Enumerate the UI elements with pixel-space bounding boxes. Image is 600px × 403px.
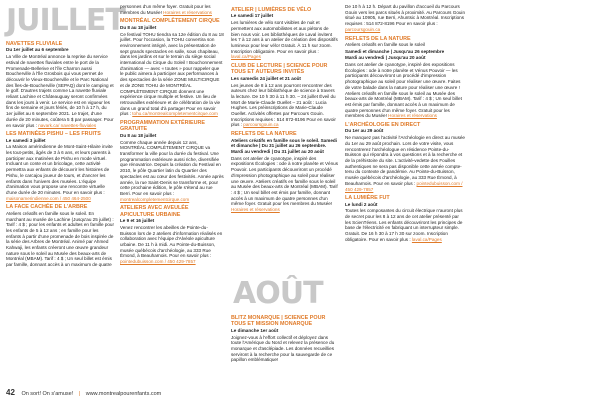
event-text: Ateliers créatifs en famille sous le soleil. En marchant au musée de Lachine (Jusqu'au 25 juillet) : Tarif : 4 $ ; pour les enfants et adultes en famille pour les enfants de 5 à 12 ans ; en famille pour les enfants à partir d'une promenade de bois inspirée de la série des Arbres de Montréal. Animé par Ahmed Kahwaji, les enfants créeront une œuvre grandeur nature sous le soleil au Musée des beaux-arts de Montréal (MBAM). Tarif : 4 $ ; Un seul billet est émis par famille, donnant accès à un maximum de quatre xyxy=(6,210,115,268)
event-link[interactable]: tohu.ca/montrealcompletementcirque.com xyxy=(132,111,218,117)
event xyxy=(120,120,224,202)
event-title: REFLETS DE LA NATURE xyxy=(231,131,297,138)
event-text: Dans cet atelier de cyanotype, inspiré des expositions Écologies : ode à notre planète et Vénus Pouvoir — les participants découvriront un procédé d'impression photographique au soleil pour réaliser une œuvre. Faites de votre balade dans la nature pour réaliser une œuvre ! Ateliers créatifs en famille sous le soleil au Musée des beaux-arts de Montréal (MBAM). Tarif : 4 $ ; Un seul billet est émis par famille, donnant accès à un maximum de quatre personnes d'un même foyer. Gratuit pour les membres du Musée! Horaires et réservations xyxy=(345,62,462,119)
event xyxy=(231,315,338,363)
page-number: 42 xyxy=(6,388,15,397)
column-1 xyxy=(6,38,114,269)
event-date: Le samedi 3 juillet xyxy=(6,137,46,143)
event-link[interactable]: parcoursgouin.ca xyxy=(345,26,381,32)
event-date: Du 8 au 18 juillet xyxy=(120,24,157,30)
page-footer xyxy=(6,388,161,397)
event-date: Samedi et dimanche | Jusqu'au 26 septembre xyxy=(345,48,445,54)
event-link[interactable]: laval.ca/Pages xyxy=(231,54,261,60)
event-title: ATELIER | LUMIÈRES DE VÉLO xyxy=(231,7,312,13)
event-link[interactable]: Horaires et réservations xyxy=(231,207,280,213)
event-text: De 10 h à 12 h. Départ du pavillon d'accueil du Parcours Gouin vers les parcs situés à proximité. Au Parcours Gouin situé au 10905, rue Berri, Ahuntsic à Montréal. Inscriptions requises : 514 872-8196 Pour en savoir plus : parcoursgouin.ca xyxy=(345,4,466,32)
event-date: Les samedis 24 juillet et 21 août xyxy=(231,75,301,81)
event-title: CLUB DE LECTURE | SCIENCE POUR TOUS ET AUTEURS INVITÉS xyxy=(231,63,328,76)
event-title: LA LUMIÈRE FUT xyxy=(345,195,390,202)
event-link[interactable]: montrealcompletementcirque.com xyxy=(120,196,190,202)
event-date: Du 8 au 18 juillet xyxy=(120,132,157,138)
event xyxy=(120,18,224,117)
footer-separator: | xyxy=(78,391,81,397)
event-title: MONTRÉAL COMPLÈTEMENT CIRQUE xyxy=(120,18,220,25)
event-link[interactable]: Horaires et réservations xyxy=(163,9,212,15)
event-date: Le samedi 17 juillet xyxy=(231,13,274,19)
event xyxy=(120,205,224,264)
event xyxy=(231,131,338,213)
event-title: REFLETS DE LA NATURE xyxy=(345,35,411,42)
month-heading-aout: AOÛT xyxy=(233,276,323,311)
event-link[interactable]: parcoursgouin.ca xyxy=(243,122,279,128)
event-text: Ne manquez pas l'activité l'Archéologie en direct au musée du 1er au 29 août prochain. Lors de votre visite, vous rencontrerez l'archéologue en résidence Pointe-du-Buisson qui répondra à vos questions et à la recherche et de la préhistoire du site. L'activité-vedette des Fouilles authentiques ne sera pas disponible cette année compte-tenu du contexte de pandémie. Au Pointe-du-Buisson, musée québécois d'archéologie, au 333 Rue Émond, à Beauharnois. Pour en savoir plus : pointedubuisson.com / 450 429-7857 xyxy=(345,135,465,192)
event xyxy=(231,63,338,128)
event-text: Les lumières de vélo sont visibles de nuit et permettent aux automobilistes et aux piétons de bien nous voir. Les bibliothèques de Laval invitent les 7 à 12 ans à un atelier de création des dispositifs lumineux pour leur vélo! Gratuit. À 11 h sur zoom. Inscription obligatoire. Pour en savoir plus : laval.ca/Pages xyxy=(231,20,338,60)
event xyxy=(345,36,465,120)
event-text: Ce festival TOHU tiendra sa 12e édition du 8 au 18 juillet. Pour l'occasion, la TOHU convertira son environnement intégré, avec la présentation de sept grands spectacles en salle, sous chapiteau, dans les jardins et sur le terrain du siège social international du Cirque du Soleil ! Bouchonnement d'animation — avec « toutes » pour rappeler que le public aimera à participer aux performances à des spectacles de la série ZONE MULTICIRQUE et de ZONE TOHU de MONTRÉAL COMPLÈTEMENT CIRQUE donnent une expérience cirque multiple et festive. Un lieu de retrouvailles extérieure et de célébration de la vie dans un grand total d'à partage! Pour en savoir plus : tohu.ca/montrealcompletementcirque.com xyxy=(120,31,224,117)
event xyxy=(231,7,338,60)
event xyxy=(6,131,114,201)
event-title: ATELIERS AVEC AVEULÉE APICULTURE URBAINE xyxy=(120,205,189,218)
event-link[interactable]: maisonamerindienne.com / 450 464-2500 xyxy=(6,195,91,201)
event-text: Comme chaque année depuis 12 ans, MONTRÉAL COMPLÈTEMENT CIRQUE va transformer la ville pour la durée du festival. Une programmation extérieure aussi riche, diversifiée que rénovatrice. Depuis la création du Festival en 2010, le pôle Quartier latin du Quartier des spectacles est au cœur des festivités. Année après année, la rue Saint-Denis se transforme et, pour cette prochaine édition, le pôle s'étend au rue Berri. Pour en savoir plus : montrealcompletementcirque.com xyxy=(120,139,224,202)
footer-url[interactable]: www.montrealpourenfants.com xyxy=(85,391,162,397)
column-2 xyxy=(120,4,224,266)
month-heading-juillet: JUILLET xyxy=(6,3,125,38)
event xyxy=(345,122,465,192)
column-3-lower xyxy=(231,312,338,364)
event-link[interactable]: pointedubuisson.com / 450 429-7857 xyxy=(120,259,196,265)
event xyxy=(6,204,114,267)
event-title: LA FACE CACHÉE DE L'ARBRE xyxy=(6,204,88,211)
event-date: Du 1er au 29 août xyxy=(345,128,384,134)
footer-title: On sort! On s'amuse! xyxy=(21,391,74,397)
event-text: Joignez-vous à l'effort collectif et déployez dans toute l'Amérique du Nord et relevez la présence du monarque et d'asclépiade. Les données recueillies serviront à la recherche pour la sauvegarde de ce papillon emblématique! xyxy=(231,334,335,363)
event xyxy=(345,195,465,242)
event-date: Le 9 et 16 juillet xyxy=(120,218,155,224)
event-text: La Ville de Montréal annonce la reprise du service estival de navettes fluviales entre le port de la Promenade-Bellerive et l'île Charron aussi Boucherville à l'Île Grosbois qui vous permet de découvrir le Vieux-Boucherville et le Parc National des Îles-de-Boucherville (SEPAQ) dont le camping et le golf. D'autres trajets comme La navette fluviale reliant Lachine et Châteauguay seront confirmées dans les jours à venir. Le service est en vigueur les fins de semaine et jours fériés, de 10 h à 17 h, du 1er juillet au 6 septembre 2021. Le trajet, d'une durée de 20 minutes, coûtera 5 $ par passager. Pour en savoir plus : navark.ca/ navettes-fluviales xyxy=(6,54,114,128)
event-text: personnes d'un même foyer. Gratuit pour les membres du Musée! Horaires et réservations xyxy=(120,4,212,15)
event-text: Ateliers créatifs en famille sous le soleil xyxy=(345,41,425,47)
event-link[interactable]: pointedubuisson.com / 450 429-7857 xyxy=(345,180,463,192)
event-title: NAVETTES FLUVIALE xyxy=(6,41,63,47)
event-title: BLITZ MONARQUE | SCIENCE POUR TOUS ET MISSION MONARQUE xyxy=(231,315,326,328)
event-date: Le lundi 2 août xyxy=(345,201,378,207)
event-text: Les jeunes de 8 à 12 ans pourront rencontrer des auteurs chez leur bibliothèque de science à travers la lecture. De 10 h 30 à 11 h 30. – 24 juillet Éveil du Mort de Marie-Claude Ouellet – 21 août : Lucia Hughes. Les préinscriptions de Marie-Claude Ouellet. Activités offertes par Parcours Gouin. Inscriptions requises : 514 872-8196 Pour en savoir plus : parcoursgouin.ca xyxy=(231,82,336,128)
event-link[interactable]: Horaires et réservations xyxy=(388,113,437,119)
event-text: Dans cet atelier de cyanotype, inspiré des expositions Écologies : ode à notre planète et Vénus Pouvoir. Les participants découvriront un procédé d'impression photographique au soleil pour réaliser une œuvre. Ateliers créatifs en famille sous le soleil au Musée des beaux-arts de Montréal (MBAM). Tarif : 4 $ ; Un seul billet est émis par famille, donnant accès à un maximum de quatre personnes d'un même foyer. Gratuit pour les membres du Musée! Horaires et réservations xyxy=(231,155,339,213)
column-3 xyxy=(231,4,338,214)
event-text: Toutes les composantes du circuit électrique n'auront plus de secret pour les 8 à 12 ans de cet atelier présenté par les ScienTéens. Les enfants découvriront les principes de base de l'électricité en fabriquant un interrupteur simple. Gratuit. De 16 h 30 à 17 h 30 sur zoom. Inscription obligatoire. Pour en savoir plus : laval.ca/Pages xyxy=(345,208,463,242)
event-text: La Maison amérindienne de Mont-Saint-Hilaire invite les tout-petits, âgés de 3 à 6 ans, et leurs parents à participer aux matinées de Pishu en mode virtuel. Incluant un conte et un bricolage, cette activité permettra aux enfants de découvrir les histoires de Pishu, le carcajou joueur de tours, et d'ancrer les enfants dans l'univers des musées. L'équipe d'animation vous propose une rencontre virtuelle d'une durée de 20 minutes. Pour en savoir plus : maisonamerindienne.com / 450 464-2500 xyxy=(6,144,113,201)
event-title: L'ARCHÉOLOGIE EN DIRECT xyxy=(345,122,421,129)
event-link[interactable]: laval.ca/Pages xyxy=(411,236,442,242)
event-date: Ateliers créatifs en famille sous le soleil. Samedi et dimanche | Du 31 juillet au 26 septembre. Mardi au vendredi | Du 31 juillet au 20 août xyxy=(231,137,337,154)
event xyxy=(6,41,114,128)
event-title: PROGRAMMATION EXTÉRIEURE GRATUITE xyxy=(120,120,205,133)
event-link[interactable]: navark.ca/ navettes-fluviales xyxy=(38,122,97,128)
event-date: Du 1er juillet au 6 septembre xyxy=(6,47,69,53)
event-date: Le dimanche 1er août xyxy=(231,327,279,333)
column-4 xyxy=(345,4,465,244)
event-title: LES MATINÉES PISHU – LES FRUITS xyxy=(6,131,101,138)
event-text: Venez rencontrer les abeilles de Pointe-du-Buisson lors de 2 ateliers d'information réalisés en collaboration avec l'équipe d'Alvéole apiculture urbaine. De 11 h à midi. Au Pointe-du-Buisson, musée québécois d'archéologie, au 333 Rue Émond, à Beauharnois. Pour en savoir plus : pointedubuisson.com / 450 429-7857 xyxy=(120,224,223,265)
event-date: Mardi au vendredi | Jusqu'au 20 août xyxy=(345,55,426,61)
